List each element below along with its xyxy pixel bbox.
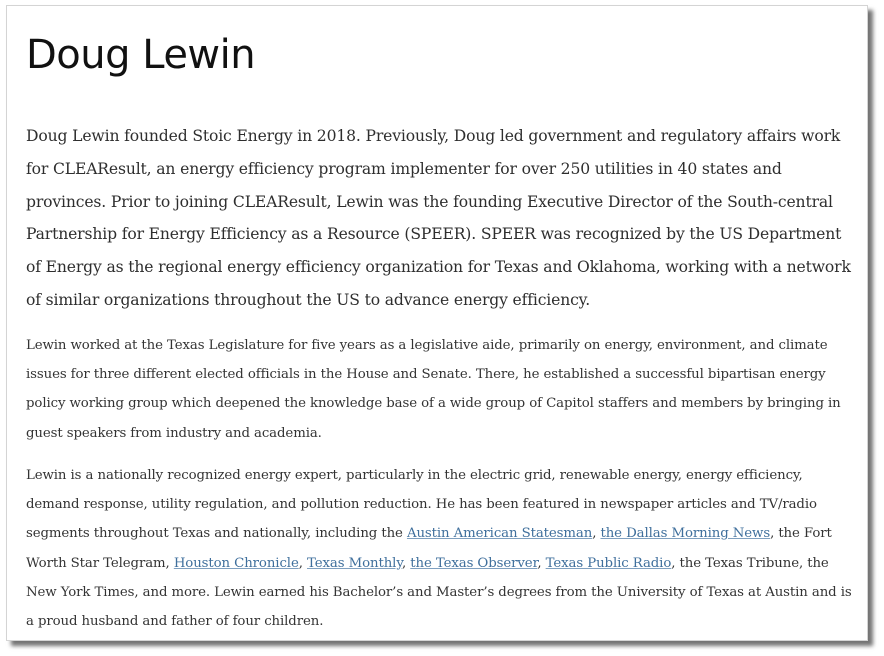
- bio-paragraph-legislature: Lewin worked at the Texas Legislature for five years as a legislative aide, primarily on energy, environment, and climate issues for three different elected officials in the House and Senate. There, he established a successful bipartisan energy policy working group which deepened the knowledge base of a wide group of Capitol staffers and members by bringing in guest speakers from industry and academia.: [26, 338, 841, 441]
- separator: ,: [537, 555, 546, 571]
- link-austin-american-statesman[interactable]: Austin American Statesman: [406, 526, 593, 542]
- link-texas-observer[interactable]: the Texas Observer: [410, 555, 538, 571]
- link-texas-public-radio[interactable]: Texas Public Radio: [545, 555, 672, 571]
- media-outro-text: , the Texas Tribune, the New York Times, and more. Lewin earned his Bachelor’s and Master’s degrees from the University of Texas at Austin and is a proud husband and father of four children.: [26, 555, 852, 630]
- link-dallas-morning-news[interactable]: the Dallas Morning News: [600, 526, 771, 542]
- bio-paragraph-media: [26, 461, 858, 636]
- bio-paragraph-lead: Doug Lewin founded Stoic Energy in 2018. Previously, Doug led government and regulatory affairs work for CLEAResult, an energy efficiency program implementer for over 250 utilities in 40 states and provinces. Prior to joining CLEAResult, Lewin was the founding Executive Director of the South-central Partnership for Energy Efficiency as a Resource (SPEER). SPEER was recognized by the US Department of Energy as the regional energy efficiency organization for Texas and Oklahoma, working with a network of similar organizations throughout the US to advance energy efficiency.: [26, 127, 851, 309]
- bio-card: [6, 5, 868, 641]
- link-houston-chronicle[interactable]: Houston Chronicle: [173, 555, 299, 571]
- separator: ,: [298, 555, 307, 571]
- separator: ,: [592, 526, 601, 542]
- link-texas-monthly[interactable]: Texas Monthly: [307, 555, 402, 571]
- page-title: Doug Lewin: [26, 32, 256, 78]
- media-intro-text: Lewin is a nationally recognized energy expert, particularly in the electric grid, renewable energy, energy efficiency, demand response, utility regulation, and pollution reduction. He has been featured in newspaper articles and TV/radio segments throughout Texas and nationally, including the: [26, 468, 817, 542]
- fort-worth-text: , the Fort Worth Star Telegram,: [26, 526, 832, 571]
- separator: ,: [401, 555, 411, 571]
